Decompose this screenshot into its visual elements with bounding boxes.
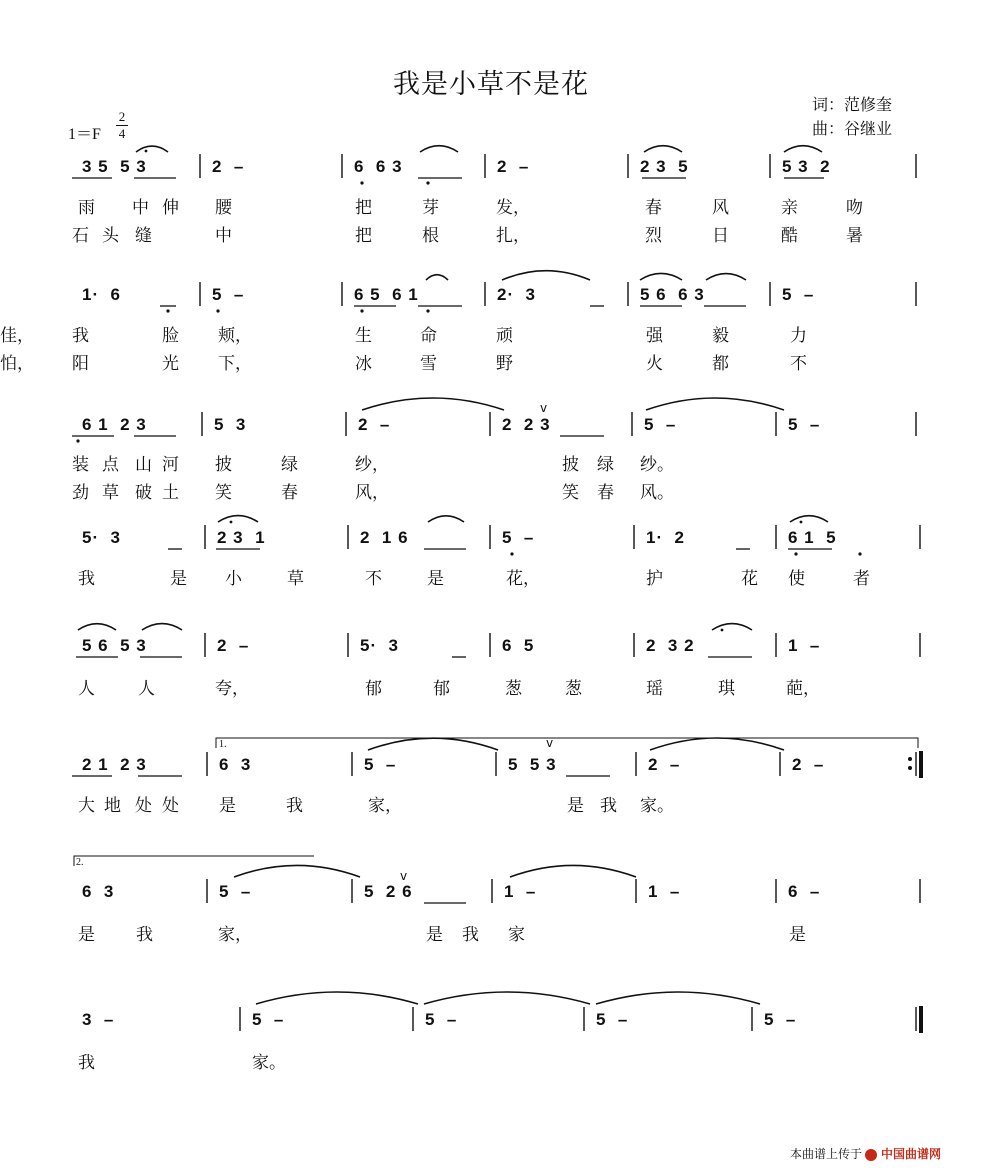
lyric-verse-1: 中 [132, 198, 149, 218]
measure-notes: 2 – [497, 157, 530, 176]
lyric-verse-2: 光 [162, 354, 179, 374]
lyric-verse-2: 阳 [72, 354, 89, 374]
lyric-verse-1: 者 [853, 569, 870, 589]
lyric-verse-2: 笑 [215, 483, 232, 503]
octave-dot-below [360, 181, 363, 184]
song-title: 我是小草不是花 [393, 69, 589, 100]
thick-barline [919, 1006, 923, 1033]
lyric-verse-2: 冰 [355, 354, 372, 374]
lyric-verse-1: 郁 [433, 679, 450, 699]
octave-dot-below [510, 552, 513, 555]
lyric-verse-2: 都 [712, 354, 729, 374]
lyric-verse-1: 把 [355, 198, 372, 218]
tie-arc [640, 273, 682, 280]
tie-arc [218, 516, 258, 522]
measure-notes: 1· 2 [646, 528, 686, 547]
repeat-dot [908, 757, 912, 761]
octave-dot-below [76, 439, 79, 442]
lyric-verse-2: 石 [72, 226, 89, 246]
measure-notes: 1 – [504, 882, 537, 901]
measure-notes: 5· 3 [82, 528, 122, 547]
lyric-verse-1: 葩， [786, 679, 820, 699]
tie-arc [596, 992, 760, 1004]
breath-mark: v [540, 401, 548, 415]
lyric-verse-1: 家 [508, 925, 525, 945]
lyric-verse-1: 绿 [281, 455, 298, 475]
measure-notes: 5 – [425, 1010, 458, 1029]
measure-notes: 2 1 6 [360, 528, 409, 547]
measure-notes: 5 2 6 [364, 882, 413, 901]
octave-dot-above [721, 629, 724, 632]
tie-arc [790, 516, 828, 522]
lyric-verse-2: 破 [135, 483, 152, 503]
tie-arc [78, 624, 116, 630]
lyric-verse-1: 绿 [597, 455, 614, 475]
lyric-verse-1: 披 [562, 455, 579, 475]
lyric-verse-2: 雪 [420, 354, 437, 374]
lyric-verse-1: 是 [789, 925, 806, 945]
lyric-verse-2: 不 [790, 354, 807, 374]
lyric-verse-1: 我 [600, 796, 617, 816]
lyric-verse-1: 点 [102, 455, 119, 475]
lyric-verse-1: 是 [427, 569, 444, 589]
lyric-verse-1: 是 [219, 796, 236, 816]
site-logo-icon [865, 1149, 877, 1161]
measure-notes: 1 – [788, 636, 821, 655]
lyric-verse-1: 花， [506, 569, 540, 589]
lyric-verse-2: 下， [218, 354, 252, 374]
lyric-verse-1: 芽 [422, 198, 439, 218]
octave-dot-below [426, 309, 429, 312]
octave-dot-below [216, 309, 219, 312]
time-signature-bottom: 4 [118, 126, 126, 141]
lyric-verse-2: 怕， [0, 354, 34, 374]
measure-notes: 5 – [788, 415, 821, 434]
lyric-verse-1: 是 [567, 796, 584, 816]
measure-notes: 2 – [358, 415, 391, 434]
measure-notes: 5 – [502, 528, 535, 547]
lyric-verse-2: 土 [162, 483, 179, 503]
lyric-verse-2: 扎， [496, 226, 530, 246]
lyric-verse-1: 郁 [365, 679, 382, 699]
lyric-verse-2: 草 [102, 483, 119, 503]
lyric-verse-1: 纱。 [640, 455, 674, 475]
lyric-verse-1: 披 [215, 455, 232, 475]
octave-dot-above [800, 521, 803, 524]
lyric-verse-1: 处 [162, 796, 179, 816]
measure-notes: 2 1 2 3 [82, 755, 147, 774]
measure-notes: 6 1 2 3 [82, 415, 147, 434]
lyric-verse-2: 日 [712, 226, 729, 246]
tie-arc [368, 738, 498, 750]
composer-credit: 曲：谷继业 [812, 119, 893, 138]
lyric-verse-1: 人 [138, 679, 155, 699]
lyric-verse-1: 使 [788, 569, 805, 589]
measure-notes: 2 2 3 [502, 415, 551, 434]
measure-notes: 5 6 6 3 [640, 285, 705, 304]
tie-arc [424, 992, 590, 1004]
lyric-verse-1: 小 [225, 569, 242, 589]
lyric-verse-1: 毅 [712, 326, 729, 346]
measure-notes: 2· 3 [497, 285, 537, 304]
lyric-verse-2: 春 [597, 483, 614, 503]
lyric-verse-1: 颊， [218, 326, 252, 346]
measure-notes: 2 – [212, 157, 245, 176]
lyric-verse-1: 是 [170, 569, 187, 589]
lyric-verse-1: 地 [104, 796, 121, 816]
tie-arc [706, 274, 746, 280]
tie-arc [502, 271, 590, 280]
measure-notes: 5 – [219, 882, 252, 901]
lyric-verse-1: 我 [78, 1053, 95, 1073]
tie-arc [142, 624, 182, 630]
lyric-verse-1: 家。 [640, 796, 674, 816]
lyric-verse-1: 我 [72, 326, 89, 346]
lyric-verse-2: 风。 [640, 483, 674, 503]
lyric-verse-1: 我 [286, 796, 303, 816]
lyric-verse-1: 脸 [162, 326, 179, 346]
lyric-verse-1: 是 [426, 925, 443, 945]
volta-2-bracket [74, 856, 314, 866]
lyric-verse-1: 葱 [505, 679, 522, 699]
site-footer [790, 1145, 941, 1162]
measure-notes: 5 – [764, 1010, 797, 1029]
lyric-verse-2: 笑 [562, 483, 579, 503]
repeat-dot [908, 766, 912, 770]
lyric-verse-1: 亲 [781, 198, 798, 218]
octave-dot-below [794, 552, 797, 555]
key-signature: 1＝F [68, 126, 101, 143]
lyric-verse-1: 夸， [215, 679, 249, 699]
lyric-verse-1: 顽 [496, 326, 513, 346]
lyric-verse-2: 野 [496, 354, 513, 374]
tie-arc [234, 865, 360, 877]
lyric-verse-1: 伸 [162, 198, 179, 218]
measure-notes: 2 – [217, 636, 250, 655]
lyric-verse-1: 力 [790, 326, 807, 346]
measure-notes: 5 – [782, 285, 815, 304]
lyric-verse-1: 我 [78, 569, 95, 589]
measure-notes: 6 3 [219, 755, 252, 774]
measure-notes: 5· 3 [360, 636, 400, 655]
measure-notes: 5 3 2 [782, 157, 831, 176]
measure-notes: 5 5 3 [508, 755, 557, 774]
tie-arc [646, 398, 784, 410]
tie-arc [426, 275, 448, 280]
lyric-verse-2: 把 [355, 226, 372, 246]
lyric-verse-1: 发， [496, 198, 530, 218]
measure-notes: 6 – [788, 882, 821, 901]
lyric-verse-2: 暑 [846, 226, 863, 246]
measure-notes: 5 – [644, 415, 677, 434]
measure-notes: 6 1 5 [788, 528, 837, 547]
lyric-verse-1: 腰 [215, 198, 232, 218]
measure-notes: 5 – [212, 285, 245, 304]
breath-mark: v [400, 869, 408, 883]
measure-notes: 5 – [252, 1010, 285, 1029]
lyric-verse-1: 纱， [355, 455, 389, 475]
volta-2-label: 2. [76, 857, 84, 868]
lyric-verse-1: 生 [355, 326, 372, 346]
octave-dot-below [426, 181, 429, 184]
lyric-verse-1: 风 [712, 198, 729, 218]
lyric-verse-2: 劲 [72, 483, 89, 503]
lyric-verse-2: 缝 [135, 226, 152, 246]
lyric-verse-1: 大 [78, 796, 95, 816]
measure-notes: 6 5 [502, 636, 535, 655]
measure-notes: 5 3 [214, 415, 247, 434]
lyric-verse-1: 是 [78, 925, 95, 945]
measure-notes: 3 5 5 3 [82, 157, 147, 176]
lyric-verse-2: 中 [215, 226, 232, 246]
lyric-verse-1: 我 [136, 925, 153, 945]
tie-arc [650, 738, 784, 750]
tie-arc [420, 146, 458, 152]
lyric-verse-1: 佳， [0, 326, 34, 346]
tie-arc [428, 516, 464, 522]
lyric-verse-1: 琪 [718, 679, 735, 699]
measure-notes: 6 3 [82, 882, 115, 901]
measure-notes: 5 – [364, 755, 397, 774]
octave-dot-below [360, 309, 363, 312]
measure-notes: 5 – [596, 1010, 629, 1029]
lyric-verse-1: 人 [78, 679, 95, 699]
octave-dot-below [166, 309, 169, 312]
tie-arc [510, 865, 636, 877]
lyric-verse-2: 酷 [781, 226, 798, 246]
measure-notes: 2 3 1 [217, 528, 266, 547]
lyric-verse-1: 春 [645, 198, 662, 218]
measure-notes: 6 6 3 [354, 157, 403, 176]
lyric-verse-1: 处 [135, 796, 152, 816]
lyricist-credit: 词：范修奎 [812, 95, 893, 114]
time-signature-top: 2 [118, 109, 126, 124]
lyric-verse-1: 草 [287, 569, 304, 589]
lyric-verse-1: 护 [646, 569, 663, 589]
lyric-verse-2: 根 [422, 226, 439, 246]
lyric-verse-2: 头 [102, 226, 119, 246]
lyric-verse-1: 命 [420, 326, 437, 346]
lyric-verse-1: 瑶 [646, 679, 663, 699]
lyric-verse-2: 烈 [645, 226, 662, 246]
breath-mark: v [546, 736, 554, 750]
lyric-verse-1: 河 [162, 455, 179, 475]
lyric-verse-1: 家， [368, 796, 402, 816]
measure-notes: 1· 6 [82, 285, 122, 304]
lyric-verse-1: 家， [218, 925, 252, 945]
lyric-verse-1: 装 [72, 455, 89, 475]
footer-brand: 中国曲谱网 [881, 1147, 942, 1161]
measure-notes: 2 – [792, 755, 825, 774]
measure-notes: 2 – [648, 755, 681, 774]
lyric-verse-1: 葱 [565, 679, 582, 699]
lyric-verse-2: 火 [646, 354, 663, 374]
footer-text: 本曲谱上传于 [790, 1147, 863, 1161]
measure-notes: 1 – [648, 882, 681, 901]
lyric-verse-1: 我 [462, 925, 479, 945]
octave-dot-above [145, 150, 148, 153]
tie-arc [784, 146, 822, 152]
volta-1-label: 1. [219, 739, 227, 750]
lyric-verse-1: 雨 [78, 198, 95, 218]
lyric-verse-1: 山 [135, 455, 152, 475]
lyric-verse-1: 不 [365, 569, 382, 589]
measure-notes: 6 5 6 1 [354, 285, 419, 304]
lyric-verse-1: 家。 [252, 1053, 286, 1073]
lyric-verse-2: 春 [281, 483, 298, 503]
lyric-verse-1: 吻 [846, 198, 863, 218]
measure-notes: 3 – [82, 1010, 115, 1029]
tie-arc [256, 992, 418, 1004]
tie-arc [712, 624, 752, 630]
lyric-verse-1: 花 [741, 569, 758, 589]
lyric-verse-2: 风， [355, 483, 389, 503]
octave-dot-below [858, 552, 861, 555]
tie-arc [136, 146, 168, 152]
tie-arc [362, 398, 504, 410]
tie-arc [644, 146, 682, 152]
measure-notes: 2 3 5 [640, 157, 689, 176]
measure-notes: 5 6 5 3 [82, 636, 147, 655]
volta-1-bracket [216, 738, 918, 748]
thick-barline [919, 751, 923, 778]
lyric-verse-1: 强 [646, 326, 663, 346]
measure-notes: 2 3 2 [646, 636, 695, 655]
octave-dot-above [230, 521, 233, 524]
